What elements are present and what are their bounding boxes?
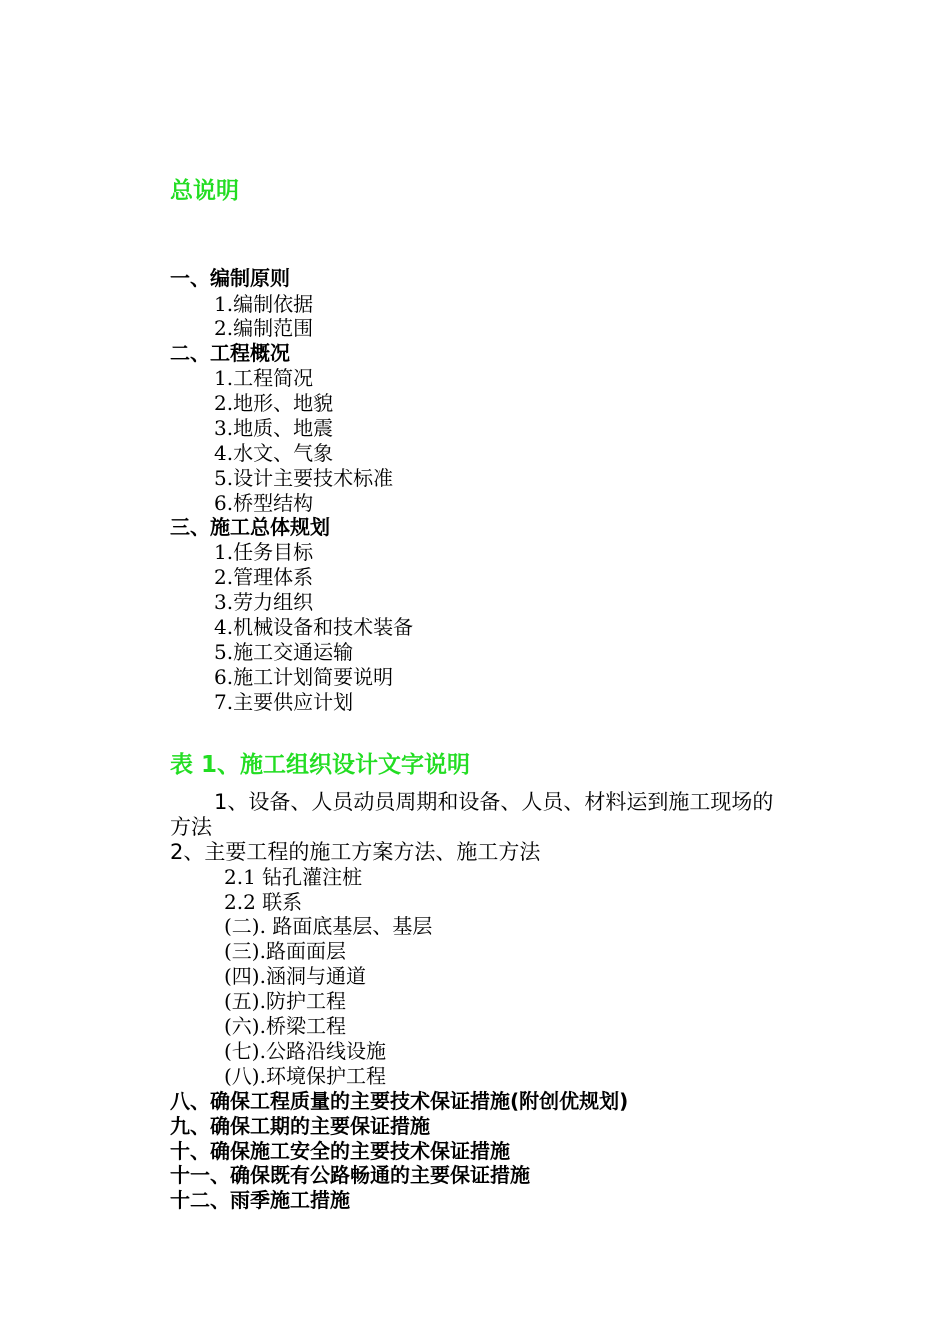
section-heading: 一、编制原则 [170,266,290,290]
sub-item: (八).环境保护工程 [224,1064,386,1088]
toc-item: 4.水文、气象 [214,441,334,465]
toc-item: 6.施工计划简要说明 [214,665,394,689]
toc-item: 5.设计主要技术标准 [214,466,394,490]
toc-item: 3.劳力组织 [214,590,314,614]
toc-item: 6.桥型结构 [214,491,314,515]
sub-item: (六).桥梁工程 [224,1014,346,1038]
paragraph-line: 方法 [170,815,212,839]
sub-item: (七).公路沿线设施 [224,1039,386,1063]
toc-item: 3.地质、地震 [214,416,334,440]
paragraph-line: 2、主要工程的施工方案方法、施工方法 [170,840,541,864]
toc-item: 1.编制依据 [214,292,314,316]
section-heading: 二、工程概况 [170,341,290,365]
sub-item: 2.1 钻孔灌注桩 [224,865,363,889]
section-heading: 八、确保工程质量的主要技术保证措施(附创优规划) [170,1089,629,1113]
sub-item: (二). 路面底基层、基层 [224,914,433,938]
table1-title: 表 1、施工组织设计文字说明 [170,752,471,778]
section-heading: 九、确保工期的主要保证措施 [170,1114,430,1138]
toc-item: 2.编制范围 [214,316,314,340]
toc-item: 1.任务目标 [214,540,314,564]
sub-item: 2.2 联系 [224,890,303,914]
document-title: 总说明 [170,178,239,204]
section-heading: 十、确保施工安全的主要技术保证措施 [170,1139,510,1163]
sub-item: (四).涵洞与通道 [224,964,366,988]
section-heading: 十一、确保既有公路畅通的主要保证措施 [170,1163,530,1187]
paragraph-line: 1、设备、人员动员周期和设备、人员、材料运到施工现场的 [214,790,774,814]
toc-item: 1.工程简况 [214,366,314,390]
sub-item: (三).路面面层 [224,939,346,963]
sub-item: (五).防护工程 [224,989,346,1013]
toc-item: 2.地形、地貌 [214,391,334,415]
section-heading: 十二、雨季施工措施 [170,1188,350,1212]
section-heading: 三、施工总体规划 [170,515,330,539]
toc-item: 5.施工交通运输 [214,640,354,664]
toc-item: 4.机械设备和技术装备 [214,615,414,639]
toc-item: 7.主要供应计划 [214,690,354,714]
toc-item: 2.管理体系 [214,565,314,589]
